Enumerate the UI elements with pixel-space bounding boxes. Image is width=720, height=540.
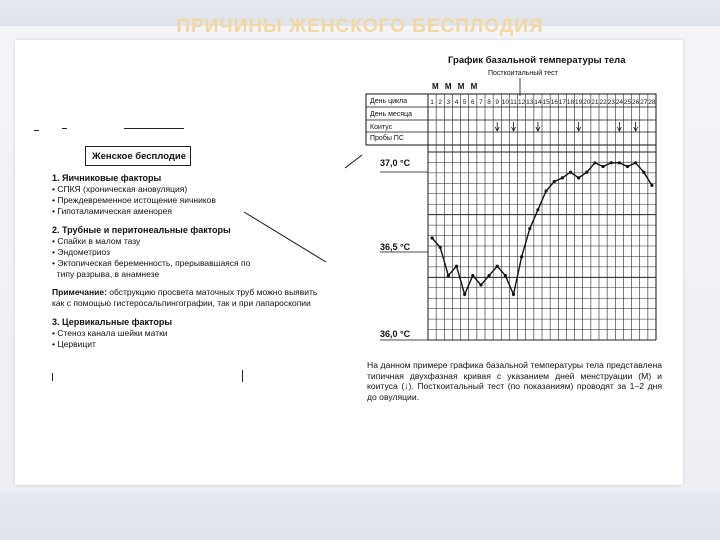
bbt-data-point: [520, 255, 523, 258]
cycle-day-label: 2: [438, 99, 443, 106]
bbt-data-point: [634, 161, 637, 164]
bbt-data-point: [650, 184, 653, 187]
cycle-day-label: 14: [534, 99, 542, 106]
bbt-data-point: [463, 293, 466, 296]
bbt-data-point: [504, 274, 507, 277]
section-heading: 3. Цервикальные факторы: [52, 317, 173, 327]
bbt-data-point: [487, 274, 490, 277]
bbt-data-point: [569, 171, 572, 174]
cycle-day-label: 7: [479, 99, 483, 106]
cycle-day-label: 3: [446, 99, 451, 106]
cycle-day-label: 26: [632, 99, 640, 106]
bbt-data-point: [471, 274, 474, 277]
bbt-data-point: [512, 293, 515, 296]
bbt-data-point: [447, 274, 450, 277]
bbt-data-point: [577, 176, 580, 179]
cycle-day-label: 21: [591, 99, 599, 106]
bbt-data-point: [536, 208, 539, 211]
bbt-data-point: [610, 161, 613, 164]
list-item: • СПКЯ (хроническая ановуляция): [52, 184, 188, 194]
cycle-day-label: 18: [566, 99, 575, 106]
cycle-day-label: 1: [430, 99, 434, 106]
cycle-day-label: 8: [487, 99, 491, 106]
chart-title: График базальной температуры тела: [448, 55, 626, 66]
cycle-day-label: 23: [607, 99, 615, 106]
cycle-day-label: 17: [558, 99, 566, 106]
temp-label-365: 36,5 °С: [380, 242, 411, 252]
cycle-day-label: 5: [462, 99, 467, 106]
note-label: Примечание:: [52, 287, 107, 297]
note-text: обструкцию просвета маточных труб можно выявить как с помощью гистеросальпингографии, так и при лапароскопии: [52, 287, 318, 308]
list-item: • Спайки в малом тазу: [52, 236, 141, 246]
list-item: • Эктопическая беременность, прерывавшаяся по: [52, 258, 251, 268]
cycle-day-label: 16: [550, 99, 558, 106]
bbt-data-point: [642, 171, 645, 174]
bbt-data-point: [455, 265, 458, 268]
chart-caption: На данном примере графика базальной температуры тела представлена типичная двухфазная кривая с указанием дней менструации (М) и коитуса (↓). Посткоитальный тест (по показаниям) проводят за 1–2 дня до овуляции.: [367, 360, 662, 402]
bbt-data-point: [601, 165, 604, 168]
cycle-day-label: 27: [640, 99, 648, 106]
bbt-data-point: [528, 227, 531, 230]
cycle-day-label: 11: [510, 99, 517, 106]
cycle-day-label: 12: [518, 99, 526, 106]
cycle-day-label: 9: [495, 99, 500, 106]
cycle-day-label: 25: [623, 99, 632, 106]
row-label-coitus: Коитус: [370, 124, 393, 131]
bbt-data-point: [553, 180, 556, 183]
cycle-day-label: 13: [526, 99, 534, 106]
cycle-day-label: 15: [542, 99, 550, 106]
list-item: • Цервицит: [52, 339, 96, 349]
row-label-pct: Пробы ПС: [370, 135, 404, 142]
list-item: • Эндометриоз: [52, 247, 111, 257]
bbt-data-point: [479, 283, 482, 286]
bbt-data-point: [496, 265, 499, 268]
bbt-data-point: [593, 161, 596, 164]
cycle-day-label: 20: [583, 99, 591, 106]
bbt-data-point: [439, 246, 442, 249]
row-label-cycle-day: День цикла: [370, 98, 408, 105]
cycle-day-label: 22: [599, 99, 607, 106]
list-item: типу разрыва, в анамнезе: [52, 269, 160, 279]
bbt-data-point: [585, 171, 588, 174]
bbt-data-point: [626, 165, 629, 168]
row-label-month-day: День месяца: [370, 111, 412, 118]
cycle-day-label: 10: [501, 99, 509, 106]
cycle-day-label: 19: [575, 99, 583, 106]
bbt-data-point: [544, 189, 547, 192]
bbt-data-point: [618, 161, 621, 164]
bbt-data-point: [561, 176, 564, 179]
box-title: Женское бесплодие: [85, 146, 191, 166]
cycle-day-label: 6: [470, 99, 475, 106]
cycle-day-label: 4: [454, 99, 459, 106]
cycle-day-label: 28: [648, 99, 656, 106]
menses-marks: М М М М: [432, 82, 480, 91]
section-heading: 1. Яичниковые факторы: [52, 173, 162, 183]
list-item: • Стеноз канала шейки матки: [52, 328, 168, 338]
slide-title: ПРИЧИНЫ ЖЕНСКОГО БЕСПЛОДИЯ: [176, 16, 544, 37]
bbt-data-point: [430, 236, 433, 239]
temp-label-36: 36,0 °С: [380, 329, 411, 339]
postcoital-label: Посткоитальный тест: [488, 70, 558, 77]
list-item: • Гипоталамическая аменорея: [52, 206, 172, 216]
section-heading: 2. Трубные и перитонеальные факторы: [52, 225, 231, 235]
cycle-day-label: 24: [615, 99, 623, 106]
list-item: • Преждевременное истощение яичников: [52, 195, 216, 205]
temp-label-37: 37,0 °С: [380, 158, 411, 168]
